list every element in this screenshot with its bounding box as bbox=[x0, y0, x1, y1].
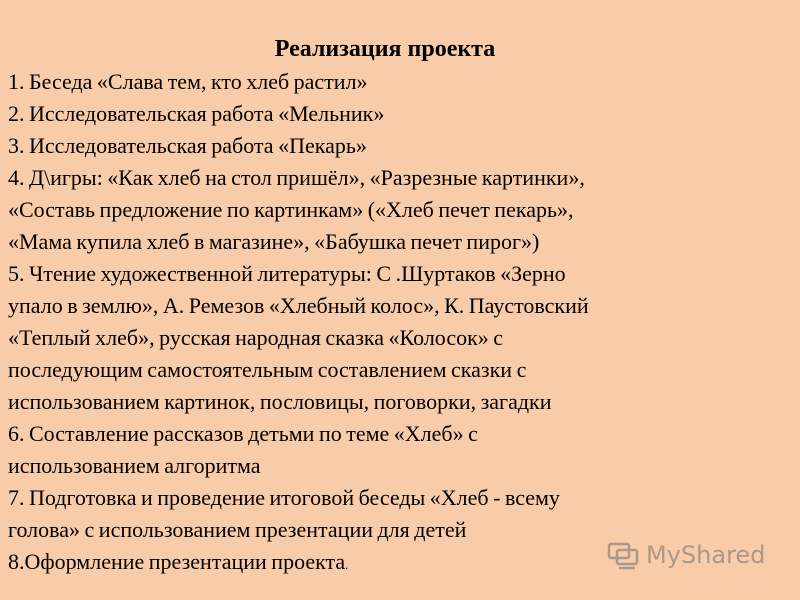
body-line-6: «Мама купила хлеб в магазине», «Бабушка печет пирог») bbox=[8, 229, 540, 254]
body-line-3: 3. Исследовательская работа «Пекарь» bbox=[8, 133, 367, 158]
body-line-9: «Теплый хлеб», русская народная сказка «Колосок» с bbox=[8, 325, 504, 350]
body-line-16-text: 8.Оформление презентации проекта bbox=[8, 549, 346, 574]
body-line-8: упало в землю», А. Ремезов «Хлебный колос», К. Паустовский bbox=[8, 293, 589, 318]
body-line-7: 5. Чтение художественной литературы: С .Шуртаков «Зерно bbox=[8, 261, 566, 286]
watermark-text: MyShared bbox=[646, 541, 766, 569]
body-line-5: «Составь предложение по картинкам» («Хлеб печет пекарь», bbox=[8, 197, 574, 222]
body-line-2: 2. Исследовательская работа «Мельник» bbox=[8, 101, 385, 126]
body-line-10: последующим самостоятельным составлением сказки с bbox=[8, 357, 527, 382]
body-line-13: использованием алгоритма bbox=[8, 453, 261, 478]
body-line-1: 1. Беседа «Слава тем, кто хлеб растил» bbox=[8, 69, 368, 94]
myshared-logo-icon bbox=[606, 538, 640, 572]
myshared-watermark bbox=[606, 536, 765, 574]
body-line-16-period: . bbox=[345, 558, 349, 572]
body-line-4: 4. Д\игры: «Как хлеб на стол пришёл», «Разрезные картинки», bbox=[8, 165, 585, 190]
slide-title: Реализация проекта bbox=[274, 36, 496, 62]
body-line-15: голова» с использованием презентации для детей bbox=[8, 517, 467, 542]
slide-body bbox=[8, 66, 798, 578]
body-line-11: использованием картинок, пословицы, поговорки, загадки bbox=[8, 389, 552, 414]
body-line-14: 7. Подготовка и проведение итоговой беседы «Хлеб - всему bbox=[8, 485, 560, 510]
body-line-12: 6. Составление рассказов детьми по теме «Хлеб» с bbox=[8, 421, 478, 446]
